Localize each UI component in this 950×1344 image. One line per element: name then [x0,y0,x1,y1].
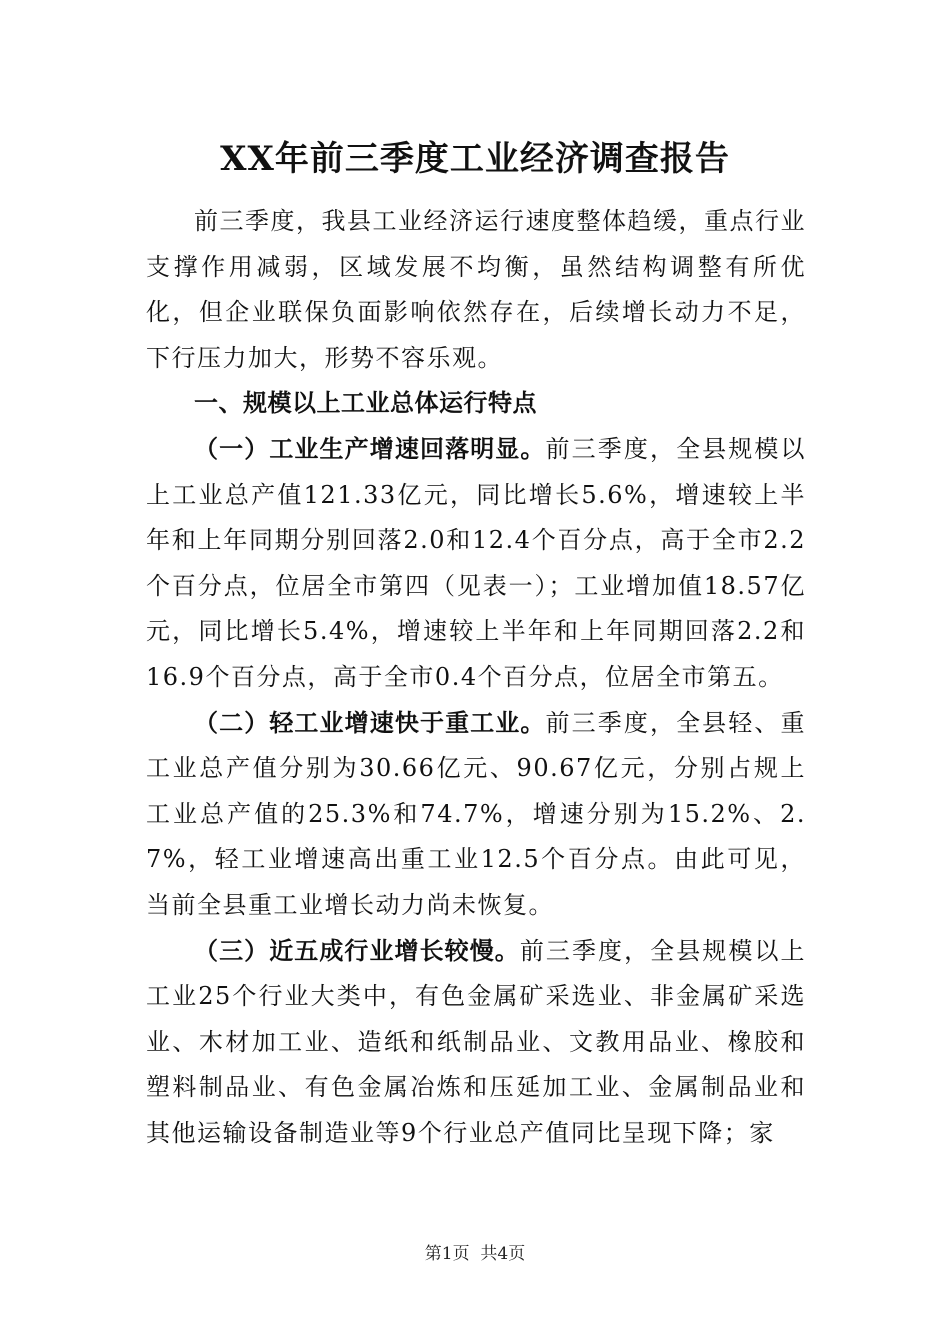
subsection-paragraph-2 [146,701,806,929]
page-total: 共4页 [480,1244,526,1264]
document-body [146,199,806,1156]
subsection-paragraph-1 [146,427,806,701]
page-number: 第1页 [424,1244,470,1264]
subsection-text-3: 前三季度，全县规模以上工业25个行业大类中，有色金属矿采选业、非金属矿采选业、木材加工业、造纸和纸制品业、文教用品业、橡胶和塑料制品业、有色金属冶炼和压延加工业、金属制品业和其他运输设备制造业等9个行业总产值同比呈现下降；家 [146,936,807,1147]
subsection-lead-1: （一）工业生产增速回落明显。 [194,434,546,463]
subsection-text-2: 前三季度，全县轻、重工业总产值分别为30.66亿元、90.67亿元，分别占规上工业总产值的25.3%和74.7%，增速分别为15.2%、2.7%，轻工业增速高出重工业12.5个百分点。由此可见，当前全县重工业增长动力尚未恢复。 [146,708,807,919]
subsection-lead-3: （三）近五成行业增长较慢。 [194,936,520,965]
footer-spacer [470,1244,481,1264]
section-heading: 一、规模以上工业总体运行特点 [194,389,537,418]
subsection-paragraph-3 [146,929,806,1157]
subsection-text-1: 前三季度，全县规模以上工业总产值121.33亿元，同比增长5.6%，增速较上半年和上年同期分别回落2.0和12.4个百分点，高于全市2.2个百分点，位居全市第四（见表一）；工业增加值18.57亿元，同比增长5.4%，增速较上半年和上年同期回落2.2和16.9个百分点，高于全市0.4个百分点，位居全市第五。 [146,434,807,691]
document-title: XX年前三季度工业经济调查报告 [220,139,730,179]
intro-paragraph: 前三季度，我县工业经济运行速度整体趋缓，重点行业支撑作用减弱，区域发展不均衡，虽然结构调整有所优化，但企业联保负面影响依然存在，后续增长动力不足，下行压力加大，形势不容乐观。 [146,207,806,372]
page-footer [0,1242,950,1266]
subsection-lead-2: （二）轻工业增速快于重工业。 [194,708,546,737]
